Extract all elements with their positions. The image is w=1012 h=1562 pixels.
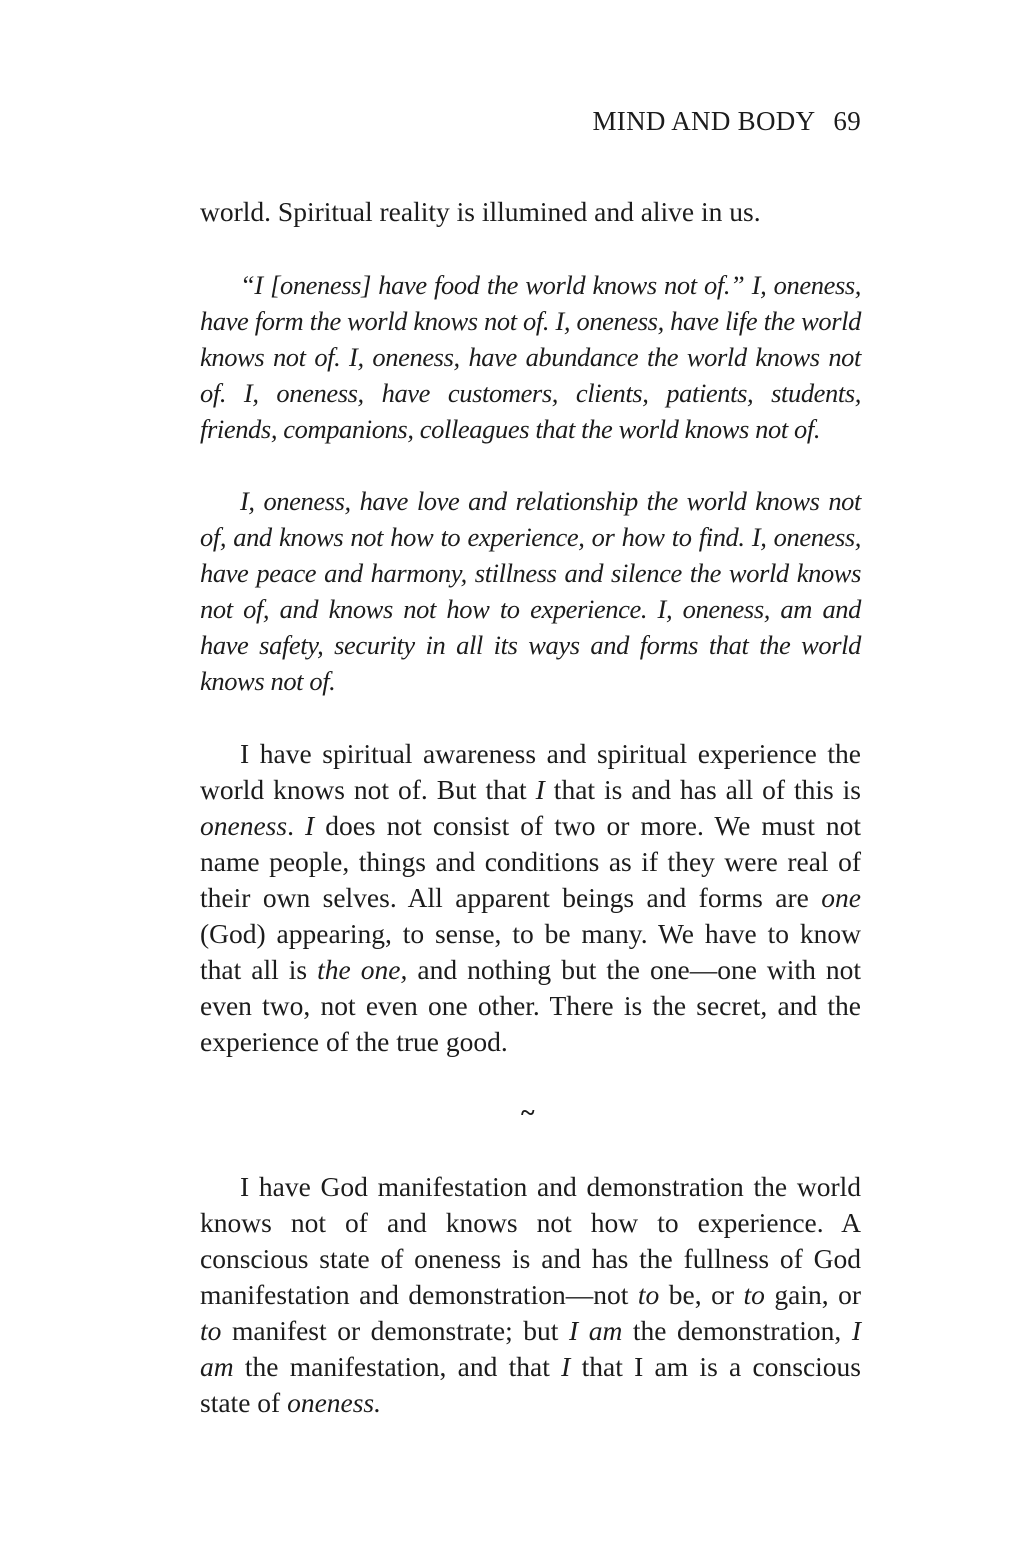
italic-run: I (305, 810, 315, 841)
paragraph-continuation (200, 194, 861, 230)
paragraph-3 (200, 483, 861, 699)
text-run: world. Spiritual reality is illumined and alive in us. (200, 196, 761, 227)
text-run: I have spiritual awareness and spiritual experience the world knows not of. But that (200, 738, 861, 805)
paragraph-5 (200, 1169, 861, 1421)
italic-run: I am (568, 1315, 623, 1346)
paragraph-1 (200, 194, 861, 230)
italic-run: I am (200, 1315, 861, 1382)
italic-run: the one, (317, 954, 408, 985)
body-paragraph-1 (200, 736, 861, 1060)
body-paragraph-2 (200, 1169, 861, 1421)
italic-run: “I [oneness] have food the world knows not of.” I, oneness, have form the world knows not of. I, oneness, have life the world knows not of. I, oneness, have abundance the world knows not of. I, oneness, have customers, clients, patients, students, friends, companions, colleagues that the world knows not of. (200, 270, 861, 444)
text-run: (God) appearing, to sense, to be many. We have to know that all is (200, 918, 861, 985)
section-break-ornament: ~ (521, 1098, 535, 1127)
italic-run: one (821, 882, 861, 913)
italic-run: to (637, 1279, 660, 1310)
text-run: be, or (659, 1279, 744, 1310)
text-run: does not consist of two or more. We must not name people, things and conditions as if they were real of their own selves. All apparent beings and forms are (200, 810, 862, 913)
text-run: I have God manifestation and demonstration the world knows not of and knows not how to experience. A conscious state of oneness is and has the fullness of God manifestation and demonstration—not (200, 1171, 861, 1310)
quote-block-1 (200, 267, 861, 447)
paragraph-4 (200, 736, 861, 1060)
text-run: that I am is a conscious state of (200, 1351, 862, 1418)
text-run: manifest or demonstrate; but (221, 1315, 569, 1346)
italic-run: oneness (200, 810, 288, 841)
italic-run: I (561, 1351, 571, 1382)
italic-run: to (200, 1315, 222, 1346)
text-run: the demonstration, (622, 1315, 852, 1346)
text-run: gain, or (764, 1279, 861, 1310)
page-number: 69 (833, 106, 861, 136)
italic-run: oneness. (287, 1387, 382, 1418)
italic-run: I (535, 774, 545, 805)
quote-block-2 (200, 483, 861, 699)
italic-run: to (743, 1279, 765, 1310)
running-title: MIND AND BODY (592, 106, 816, 136)
text-run: and nothing but the one—one with not even two, not even one other. There is the secret, and the experience of the true good. (200, 954, 861, 1057)
text-run: . (287, 810, 305, 841)
text-run: the manifestation, and that (233, 1351, 562, 1382)
text-run: that is and has all of this is (544, 774, 861, 805)
running-head (592, 106, 861, 137)
paragraph-2 (200, 267, 861, 447)
italic-run: I, oneness, have love and relationship the world knows not of, and knows not how to experience, or how to find. I, oneness, have peace and harmony, stillness and silence the world knows not of, and knows not how to experience. I, oneness, am and have safety, security in all its ways and forms that the world knows not of. (200, 486, 861, 696)
